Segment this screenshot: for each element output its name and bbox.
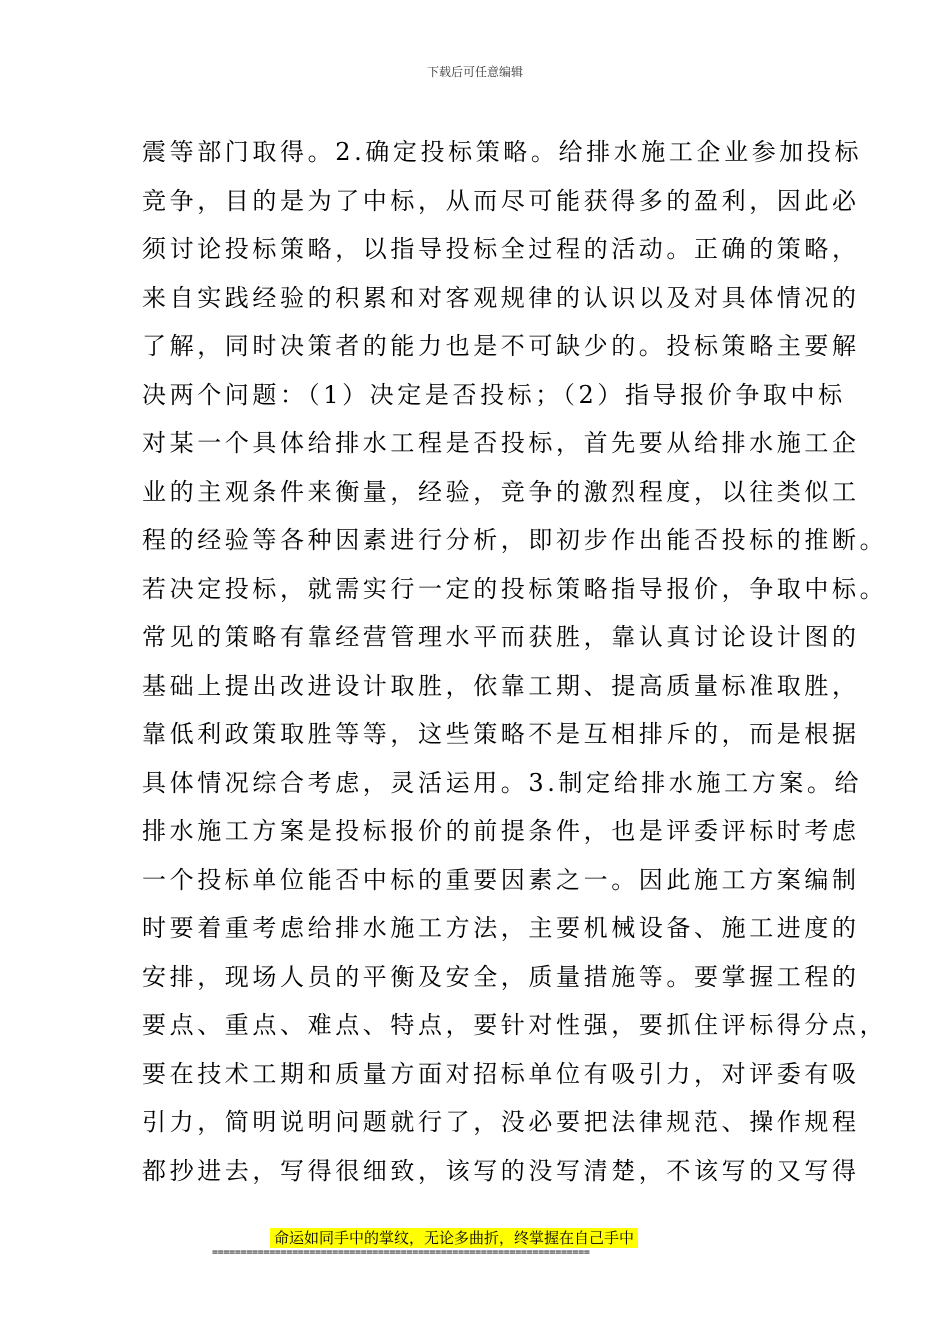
text-line: 排水施工方案是投标报价的前提条件，也是评委评标时考虑 — [142, 817, 860, 845]
page-header: 下载后可任意编辑 — [426, 65, 523, 79]
text-line: 引力，简明说明问题就行了，没必要把法律规范、操作规程 — [142, 1108, 860, 1136]
text-line: 须讨论投标策略，以指导投标全过程的活动。正确的策略， — [142, 235, 860, 263]
text-line: 基础上提出改进设计取胜，依靠工期、提高质量标准取胜， — [142, 671, 860, 700]
text-line: 都抄进去，写得很细致，该写的没写清楚，不该写的又写得 — [142, 1156, 860, 1185]
text-line: 若决定投标，就需实行一定的投标策略指导报价，争取中标。 — [142, 574, 888, 603]
text-line: 来自实践经验的积累和对客观规律的认识以及对具体情况的 — [142, 283, 860, 312]
text-line: 程的经验等各种因素进行分析，即初步作出能否投标的推断。 — [142, 526, 888, 554]
text-line: 时要着重考虑给排水施工方法，主要机械设备、施工进度的 — [142, 914, 860, 942]
text-line: 安排，现场人员的平衡及安全，质量措施等。要掌握工程的 — [142, 962, 860, 991]
text-line: 竞争，目的是为了中标，从而尽可能获得多的盈利，因此必 — [142, 186, 860, 215]
text-line: 要在技术工期和质量方面对招标单位有吸引力，对评委有吸 — [142, 1059, 860, 1088]
footer-divider-rule: ================================================================== — [212, 1247, 590, 1258]
text-line: 靠低利政策取胜等等，这些策略不是互相排斥的，而是根据 — [142, 720, 860, 748]
text-line: 震等部门取得。2.确定投标策略。给排水施工企业参加投标 — [142, 138, 863, 166]
text-line: 具体情况综合考虑，灵活运用。3.制定给排水施工方案。给 — [142, 768, 863, 797]
text-line: 要点、重点、难点、特点，要针对性强，要抓住评标得分点， — [142, 1011, 888, 1039]
text-line: 业的主观条件来衡量，经验，竞争的激烈程度，以往类似工 — [142, 477, 860, 506]
text-line: 决两个问题：（1）决定是否投标；（2）指导报价争取中标 — [142, 380, 846, 409]
text-line: 一个投标单位能否中标的重要因素之一。因此施工方案编制 — [142, 865, 860, 894]
body-text — [142, 128, 888, 1195]
text-line: 常见的策略有靠经营管理水平而获胜，靠认真讨论设计图的 — [142, 623, 860, 651]
text-line: 了解，同时决策者的能力也是不可缺少的。投标策略主要解 — [142, 332, 860, 360]
text-line: 对某一个具体给排水工程是否投标，首先要从给排水施工企 — [142, 429, 860, 457]
footer-motto-banner: 命运如同手中的掌纹，无论多曲折，终掌握在自己手中 — [270, 1228, 638, 1248]
